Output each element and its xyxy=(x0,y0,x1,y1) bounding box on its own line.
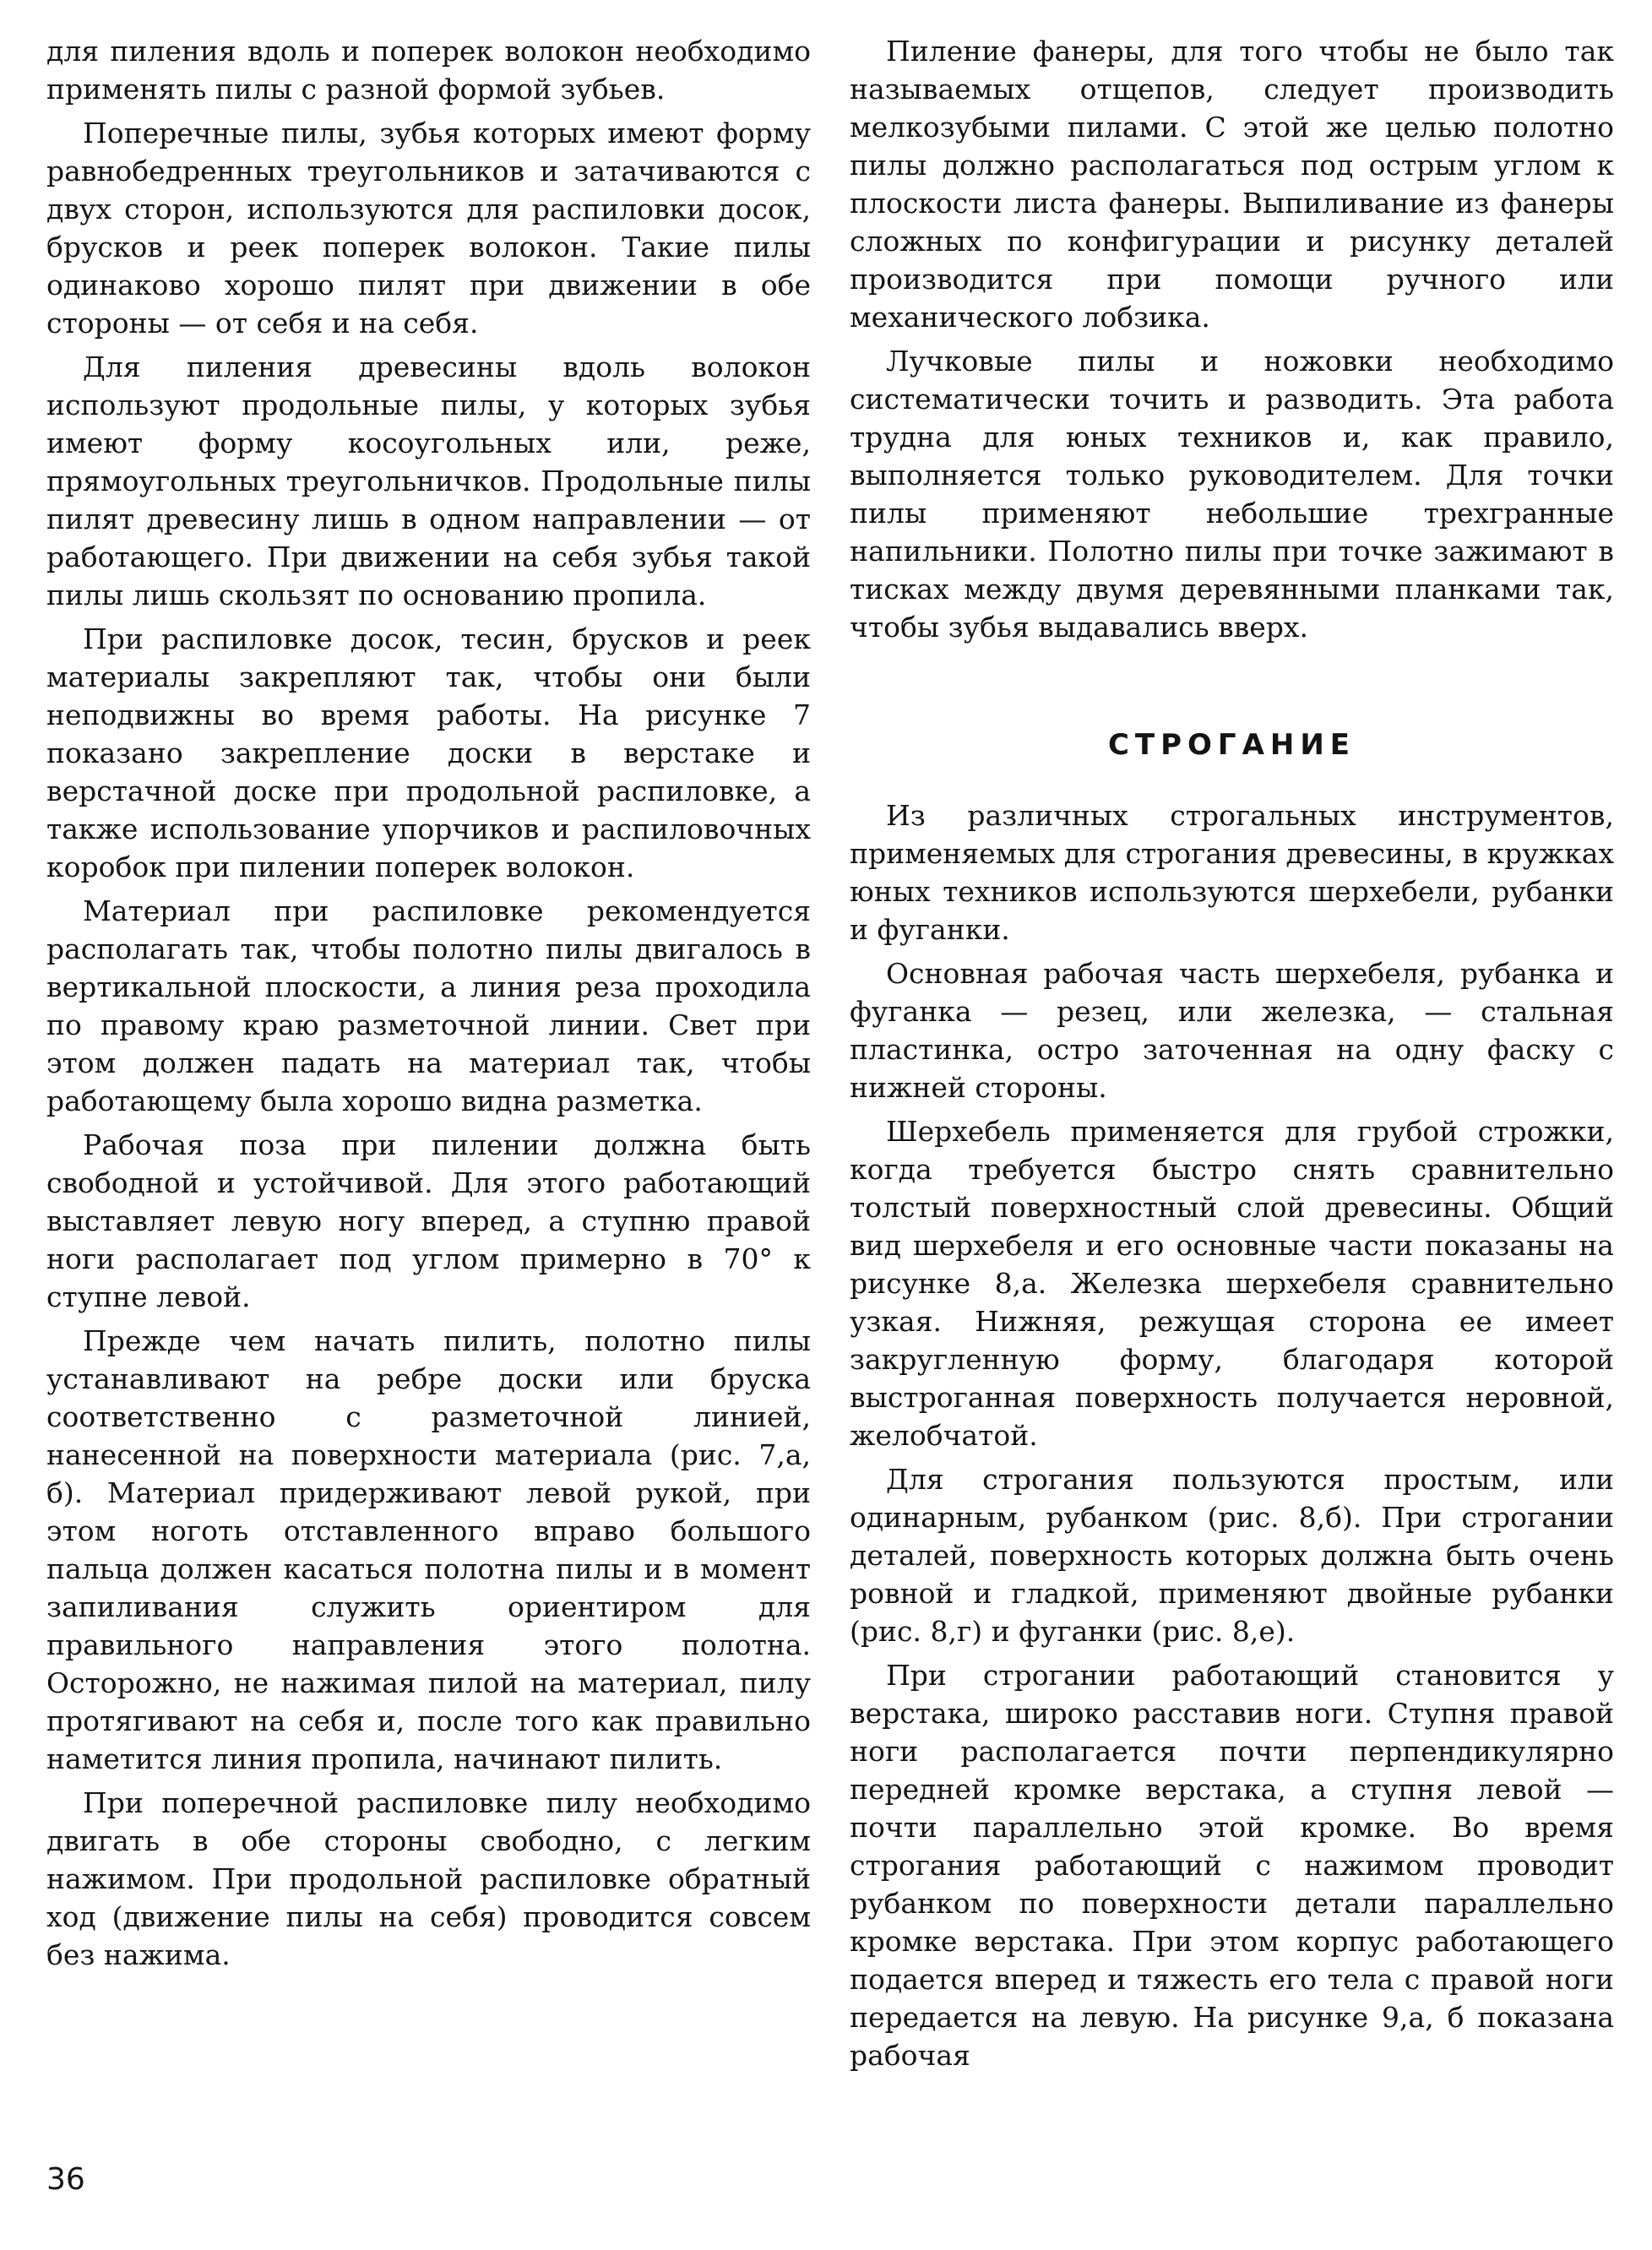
paragraph: для пиления вдоль и поперек волокон необходимо применять пилы с разной формой зубьев. xyxy=(46,35,811,106)
paragraph: При строгании работающий становится у верстака, широко расставив ноги. Ступня правой ноги располагается почти перпендикулярно передней кромке верстака, а ступня левой — почти параллельно этой кромке. Во время строгания работающий с нажимом проводит рубанком по поверхности детали параллельно кромке верстака. При этом корпус работающего подается вперед и тяжесть его тела с правой ноги передается на левую. На рисунке 9,а, б показана рабочая xyxy=(850,1659,1614,2072)
paragraph: Лучковые пилы и ножовки необходимо систематически точить и разводить. Эта работа трудна для юных техников и, как правило, выполняется только руководителем. Для точки пилы применяют небольшие трехгранные напильники. Полотно пилы при точке зажимают в тисках между двумя деревянными планками так, чтобы зубья выдавались вверх. xyxy=(850,345,1614,644)
paragraph: Для пиления древесины вдоль волокон используют продольные пилы, у которых зубья имеют форму косоугольных или, реже, прямоугольных треугольничков. Продольные пилы пилят древесину лишь в одном направлении — от работающего. При движении на себя зубья такой пилы лишь скользят по основанию пропила. xyxy=(46,351,811,611)
paragraph: Основная рабочая часть шерхебеля, рубанка и фуганка — резец, или железка, — стальная пластинка, остро заточенная на одну фаску с нижней стороны. xyxy=(850,957,1614,1104)
paragraph: Рабочая поза при пилении должна быть свободной и устойчивой. Для этого работающий выставляет левую ногу вперед, а ступню правой ноги располагает под углом примерно в 70° к ступне левой. xyxy=(46,1128,811,1313)
paragraph: Шерхебель применяется для грубой строжки, когда требуется быстро снять сравнительно толстый поверхностный слой древесины. Общий вид шерхебеля и его основные части показаны на рисунке 8,а. Железка шерхебеля сравнительно узкая. Нижняя, режущая сторона ее имеет закругленную форму, благодаря которой выстроганная поверхность получается неровной, желобчатой. xyxy=(850,1115,1614,1452)
paragraph: При распиловке досок, тесин, брусков и реек материалы закрепляют так, чтобы они были неподвижны во время работы. На рисунке 7 показано закрепление доски в верстаке и верстачной доске при продольной распиловке, а также использование упорчиков и распиловочных коробок при пилении поперек волокон. xyxy=(46,622,811,883)
paragraph: Прежде чем начать пилить, полотно пилы устанавливают на ребре доски или бруска соответственно с разметочной линией, нанесенной на поверхности материала (рис. 7,а, б). Материал придерживают левой рукой, при этом ноготь отставленного вправо большого пальца должен касаться полотна пилы и в момент запиливания служить ориентиром для правильного направления этого полотна. Осторожно, не нажимая пилой на материал, пилу протягивают на себя и, после того как правильно наметится линия пропила, начинают пилить. xyxy=(46,1324,811,1775)
paragraph: Пиление фанеры, для того чтобы не было так называемых отщепов, следует производить мелкозубыми пилами. С этой же целью полотно пилы должно располагаться под острым углом к плоскости листа фанеры. Выпиливание из фанеры сложных по конфигурации и рисунку деталей производится при помощи ручного или механического лобзика. xyxy=(850,35,1614,334)
paragraph: При поперечной распиловке пилу необходимо двигать в обе стороны свободно, с легким нажимом. При продольной распиловке обратный ход (движение пилы на себя) проводится совсем без нажима. xyxy=(46,1786,811,1971)
paragraph: Из различных строгальных инструментов, применяемых для строгания древесины, в кружках юных техников используются шерхебели, рубанки и фуганки. xyxy=(850,799,1614,946)
left-column xyxy=(46,32,811,1980)
right-column xyxy=(850,32,1614,2080)
paragraph: Поперечные пилы, зубья которых имеют форму равнобедренных треугольников и затачиваются с двух сторон, используются для распиловки досок, брусков и реек поперек волокон. Такие пилы одинаково хорошо пилят при движении в обе стороны — от себя и на себя. xyxy=(46,117,811,340)
section-heading: СТРОГАНИЕ xyxy=(1107,728,1356,762)
paragraph: Для строгания пользуются простым, или одинарным, рубанком (рис. 8,б). При строгании деталей, поверхность которых должна быть очень ровной и гладкой, применяют двойные рубанки (рис. 8,г) и фуганки (рис. 8,е). xyxy=(850,1463,1614,1648)
page-number: 36 xyxy=(46,2162,85,2197)
paragraph: Материал при распиловке рекомендуется располагать так, чтобы полотно пилы двигалось в вертикальной плоскости, а линия реза проходила по правому краю разметочной линии. Свет при этом должен падать на материал так, чтобы работающему была хорошо видна разметка. xyxy=(46,894,811,1117)
